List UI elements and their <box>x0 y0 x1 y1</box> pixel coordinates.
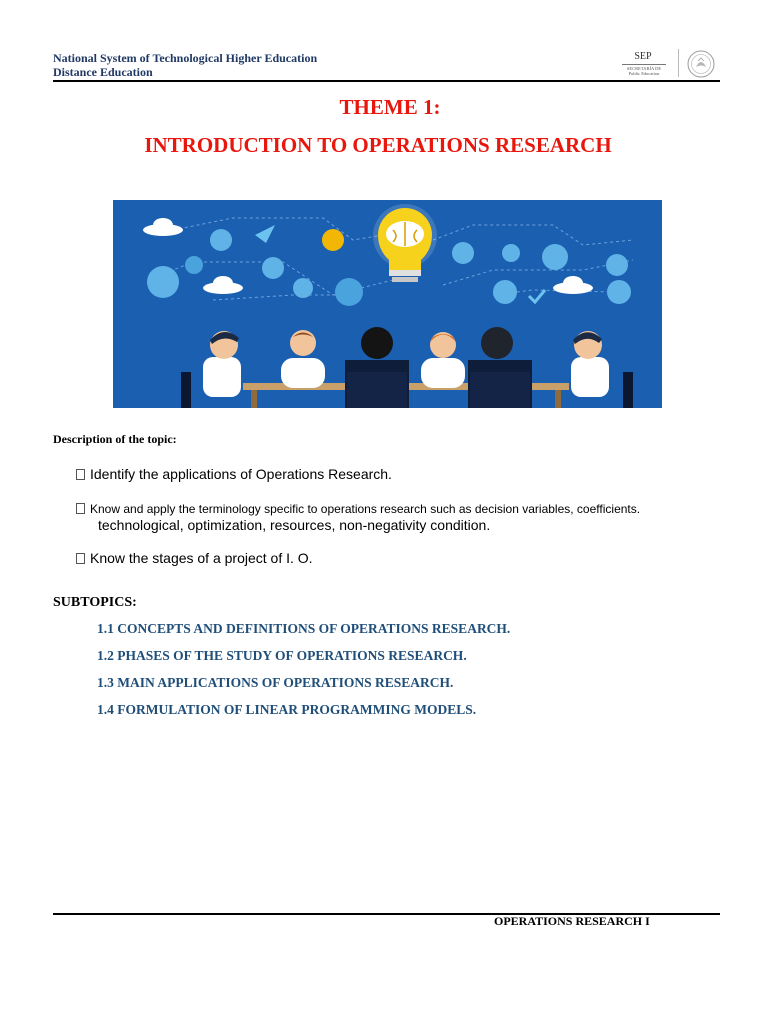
subtopic-item: 1.3 MAIN APPLICATIONS OF OPERATIONS RESEARCH. <box>97 675 454 690</box>
description-label: Description of the topic: <box>53 432 177 446</box>
sep-logo-divider <box>678 49 679 77</box>
bullet-text: Know the stages of a project of I. O. <box>90 550 313 566</box>
bullet-glyph-icon <box>76 553 85 564</box>
header-rule <box>53 80 720 82</box>
bullet-glyph-icon <box>76 503 85 514</box>
sep-logo-sub2: Public Education <box>628 71 660 76</box>
bullet-glyph-icon <box>76 469 85 480</box>
teamwork-brainstorm-illustration <box>113 200 662 408</box>
header-institution: National System of Technological Higher Education <box>53 51 318 65</box>
subtopics-label: SUBTOPICS: <box>53 595 137 610</box>
bullet-text: Know and apply the terminology specific to operations research such as decision variables, coefficients. <box>90 502 641 516</box>
description-bullet <box>76 550 313 566</box>
header-subtitle: Distance Education <box>53 65 153 79</box>
description-bullet-continuation: technological, optimization, resources, non-negativity condition. <box>98 517 491 533</box>
mexico-seal-icon <box>686 49 716 79</box>
subtopic-item: 1.2 PHASES OF THE STUDY OF OPERATIONS RESEARCH. <box>97 648 467 663</box>
page-title: INTRODUCTION TO OPERATIONS RESEARCH <box>144 133 612 157</box>
description-bullet <box>76 502 640 516</box>
theme-title: THEME 1: <box>339 95 441 119</box>
sep-logo-name: SEP <box>634 51 652 62</box>
bullet-text: Identify the applications of Operations Research. <box>90 466 392 482</box>
sep-logo-sub1: SECRETARÍA DE <box>626 66 662 71</box>
sep-logo <box>614 47 722 79</box>
sep-logo-rule <box>622 64 666 65</box>
subtopic-item: 1.1 CONCEPTS AND DEFINITIONS OF OPERATIONS RESEARCH. <box>97 621 511 636</box>
subtopic-item: 1.4 FORMULATION OF LINEAR PROGRAMMING MODELS. <box>97 702 477 717</box>
footer-course-name: OPERATIONS RESEARCH I <box>494 914 650 928</box>
description-bullet <box>76 466 392 482</box>
